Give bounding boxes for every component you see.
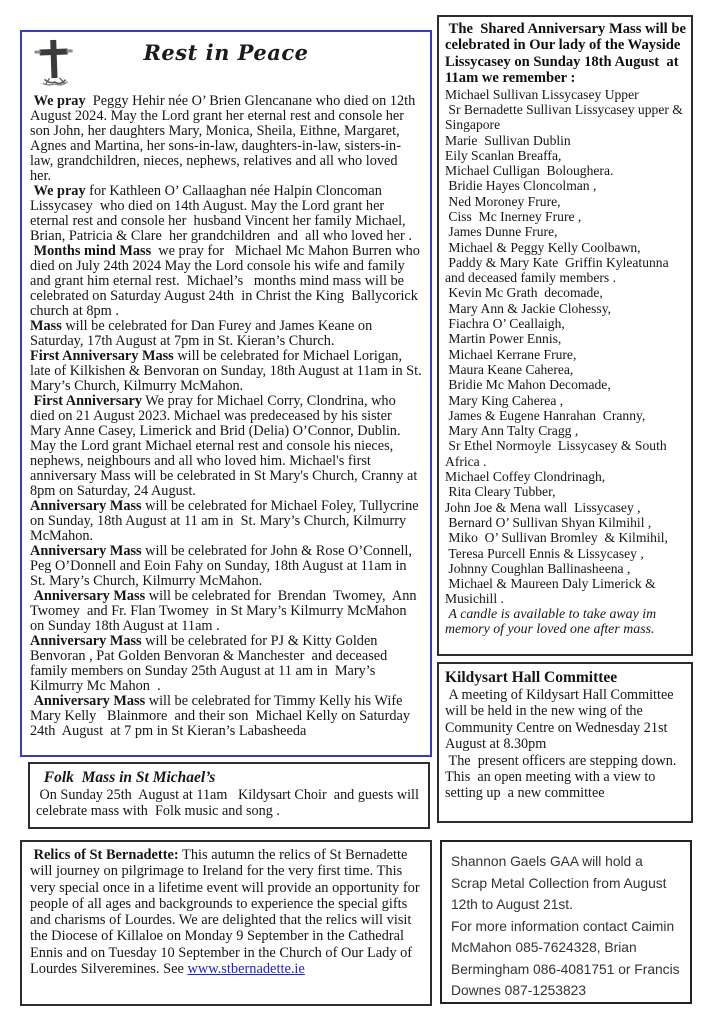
notice-lead: First Anniversary Mass [30, 348, 174, 364]
mass-notices [30, 93, 426, 739]
notice-lead: We pray [30, 93, 86, 109]
list-item: Marie Sullivan Dublin [445, 132, 571, 148]
list-item: Ned Moroney Frure, [445, 193, 561, 209]
list-item: Rita Cleary Tubber, [445, 484, 556, 500]
notice-text: will be celebrated for Timmy Kelly his Wife Mary Kelly Blainmore and their son Michael Kelly on Saturday 24th August at 7 pm in St Kieran’s Labasheeda [30, 693, 414, 739]
hall-committee-title: Kildysart Hall Committee [445, 669, 618, 686]
relics-lead: Relics of St Bernadette: [30, 847, 179, 863]
list-item: James Dunne Frure, [445, 224, 558, 240]
mass-notice [30, 244, 422, 319]
list-item: Michael Sullivan Lissycasey Upper [445, 86, 639, 102]
shared-anniversary-section [437, 15, 693, 656]
notice-text: will be celebrated for John & Rose O’Connell, Peg O’Donnell and Eoin Fahy on Sunday, 18th August at 11am in St. Mary’s Church, Kilmurry McMahon. [30, 543, 416, 589]
list-item: Maura Keane Caherea, [445, 361, 574, 377]
stbernadette-link[interactable]: www.stbernadette.ie [187, 961, 305, 978]
list-item: Eily Scanlan Breaffa, [445, 147, 562, 163]
list-item: Paddy & Mary Kate Griffin Kyleatunna and deceased family members . [445, 254, 673, 286]
list-item: Johnny Coughlan Ballinasheena , [445, 560, 631, 576]
mass-notice [30, 544, 422, 589]
list-item: Mary Ann & Jackie Clohessy, [445, 300, 612, 316]
shared-anniversary-header: The Shared Anniversary Mass will be celebrated in Our lady of the Wayside Lissycasey on Sunday 18th August at 11am we remember : [445, 21, 690, 87]
mass-notice [30, 94, 422, 184]
list-item: James & Eugene Hanrahan Cranny, [445, 407, 646, 423]
list-item: Sr Bernadette Sullivan Lissycasey upper & Singapore [445, 101, 687, 133]
mass-notice [30, 394, 422, 499]
mass-notice [30, 634, 422, 694]
mass-notice [30, 694, 422, 739]
gaa-scrap-metal-section [440, 840, 692, 1004]
mass-notice [30, 184, 422, 244]
notice-lead: Anniversary Mass [30, 693, 146, 709]
list-item: Michael & Peggy Kelly Coolbawn, [445, 239, 641, 255]
list-item: Michael Kerrane Frure, [445, 346, 577, 362]
hall-committee-body-1: A meeting of Kildysart Hall Committee will be held in the new wing of the Community Centre on Wednesday 21st August at 8.30pm [445, 687, 678, 753]
remembered-names-list [445, 87, 686, 607]
rest-in-peace-title: Rest in Peace [143, 40, 309, 65]
list-item: Michael Culligan Boloughera. [445, 163, 614, 179]
list-item: Michael & Maureen Daly Limerick & Musichill . [445, 576, 660, 607]
list-item: Michael Coffey Clondrinagh, [445, 469, 606, 485]
list-item: John Joe & Mena wall Lissycasey , [445, 499, 641, 515]
hall-committee-body-2: The present officers are stepping down. This an open meeting with a view to setting up a new committee [445, 752, 680, 802]
notice-lead: Anniversary Mass [30, 498, 142, 514]
notice-lead: Months mind Mass [30, 243, 152, 259]
notice-lead: Mass [30, 318, 62, 334]
list-item: Sr Ethel Normoyle Lissycasey & South Africa . [445, 438, 670, 469]
notice-lead: Anniversary Mass [30, 588, 146, 604]
notice-text: will be celebrated for Brendan Twomey, Ann Twomey and Fr. Flan Twomey in St Mary’s Kilmurry McMahon on Sunday 18th August at 11am . [30, 588, 420, 634]
list-item: Teresa Purcell Ennis & Lissycasey , [445, 545, 644, 561]
list-item: Fiachra O’ Ceallaigh, [445, 316, 565, 332]
notice-text: we pray for Michael Mc Mahon Burren who died on July 24th 2024 May the Lord console his wife and family and grant him eternal rest. Michael’s months mind mass will be celebrated on Saturday August 24th in Christ the King Ballycorick church at 8pm . [30, 243, 424, 319]
relics-text [30, 847, 422, 977]
list-item: Mary Ann Talty Cragg , [445, 423, 579, 439]
notice-text: will be celebrated for Dan Furey and James Keane on Saturday, 17th August at 7pm in St. Kieran’s Church. [30, 318, 376, 349]
list-item: Miko O’ Sullivan Bromley & Kilmihil, [445, 530, 668, 546]
notice-text: for Kathleen O’ Callaaghan née Halpin Cloncoman Lissycasey who died on 14th August. May the Lord grant her eternal rest and console her husband Vincent her family Michael, Brian, Patricia & Clare her grandchildren and all who loved her . [30, 183, 412, 244]
list-item: Martin Power Ennis, [445, 331, 562, 347]
relics-section [20, 840, 432, 1006]
list-item: Bridie Hayes Cloncolman , [445, 178, 597, 194]
mass-notice [30, 348, 426, 394]
list-item: Mary King Caherea , [445, 392, 564, 408]
rest-in-peace-section [20, 30, 432, 757]
notice-lead: Anniversary Mass [30, 633, 142, 649]
list-item: Bernard O’ Sullivan Shyan Kilmihil , [445, 514, 652, 530]
mass-notice [30, 589, 422, 634]
notice-text: Peggy Hehir née O’ Brien Glencanane who died on 12th August 2024. May the Lord grant her eternal rest and console her son John, her daughters Mary, Monica, Sheila, Eithne, Margaret, Agnes and Martina, her sons-in-law, daughters-in-law, sisters-in-law, grandchildren, nieces, nephews, relatives and all who loved her. [30, 93, 419, 184]
gaa-contacts: For more information contact Caimin McMahon 085-7624328, Brian Bermingham 086-4081751 or Francis Downes 087-1253823 [451, 918, 684, 998]
relics-body: This autumn the relics of St Bernadette will journey on pilgrimage to Ireland for the very first time. This very special once in a lifetime event will provide an opportunity for people of all ages and backgrounds to experience the special gifts and charisms of Lourdes. We are delighted that the relics will visit the Diocese of Killaloe on Monday 9 September in the Cathedral Ennis and on Tuesday 10 September in the Church of Our Lady of Lourdes Silveremines. See [30, 847, 424, 978]
list-item: Ciss Mc Inerney Frure , [445, 209, 582, 224]
candle-note: A candle is available to take away im memory of your loved one after mass. [445, 606, 660, 638]
notice-lead: We pray [30, 183, 86, 199]
notice-text: will be celebrated for Michael Lorigan, late of Kilkishen & Benvoran on Sunday, 18th August at 11am in St. Mary’s Church, Kilmurry McMahon. [30, 348, 426, 394]
folk-mass-title: Folk Mass in St Michael’s [36, 769, 216, 786]
notice-text: will be celebrated for Michael Foley, Tullycrine on Sunday, 18th August at 11 am in St. Mary’s Church, Kilmurry McMahon. [30, 498, 423, 544]
folk-mass-body: On Sunday 25th August at 11am Kildysart Choir and guests will celebrate mass with Folk music and song . [36, 787, 423, 820]
mass-notice [30, 499, 422, 544]
gaa-announcement: Shannon Gaels GAA will hold a Scrap Metal Collection from August 12th to August 21st. [451, 854, 671, 912]
hall-committee-section [437, 662, 693, 823]
notice-lead: Anniversary Mass [30, 543, 142, 559]
list-item: Kevin Mc Grath decomade, [445, 285, 603, 301]
notice-lead: First Anniversary [30, 393, 142, 409]
list-item: Bridie Mc Mahon Decomade, [445, 377, 611, 393]
mass-notice [30, 319, 422, 349]
notice-text: will be celebrated for PJ & Kitty Golden Benvoran , Pat Golden Benvoran & Manchester and deceased family members on Sunday 25th August at 11 am in Mary’s Kilmurry Mc Mahon . [30, 633, 391, 694]
notice-text: We pray for Michael Corry, Clondrina, who died on 21 August 2023. Michael was predeceased by his sister Mary Anne Casey, Limerick and Brid (Delia) O’Connor, Dublin. May the Lord grant Michael eternal rest and console his nieces, nephews, neighbours and all who loved him. Michael's first anniversary Mass will be celebrated in St Mary's Church, Cranny at 8pm on Saturday, 24 August. [30, 393, 421, 499]
folk-mass-section [28, 762, 430, 829]
